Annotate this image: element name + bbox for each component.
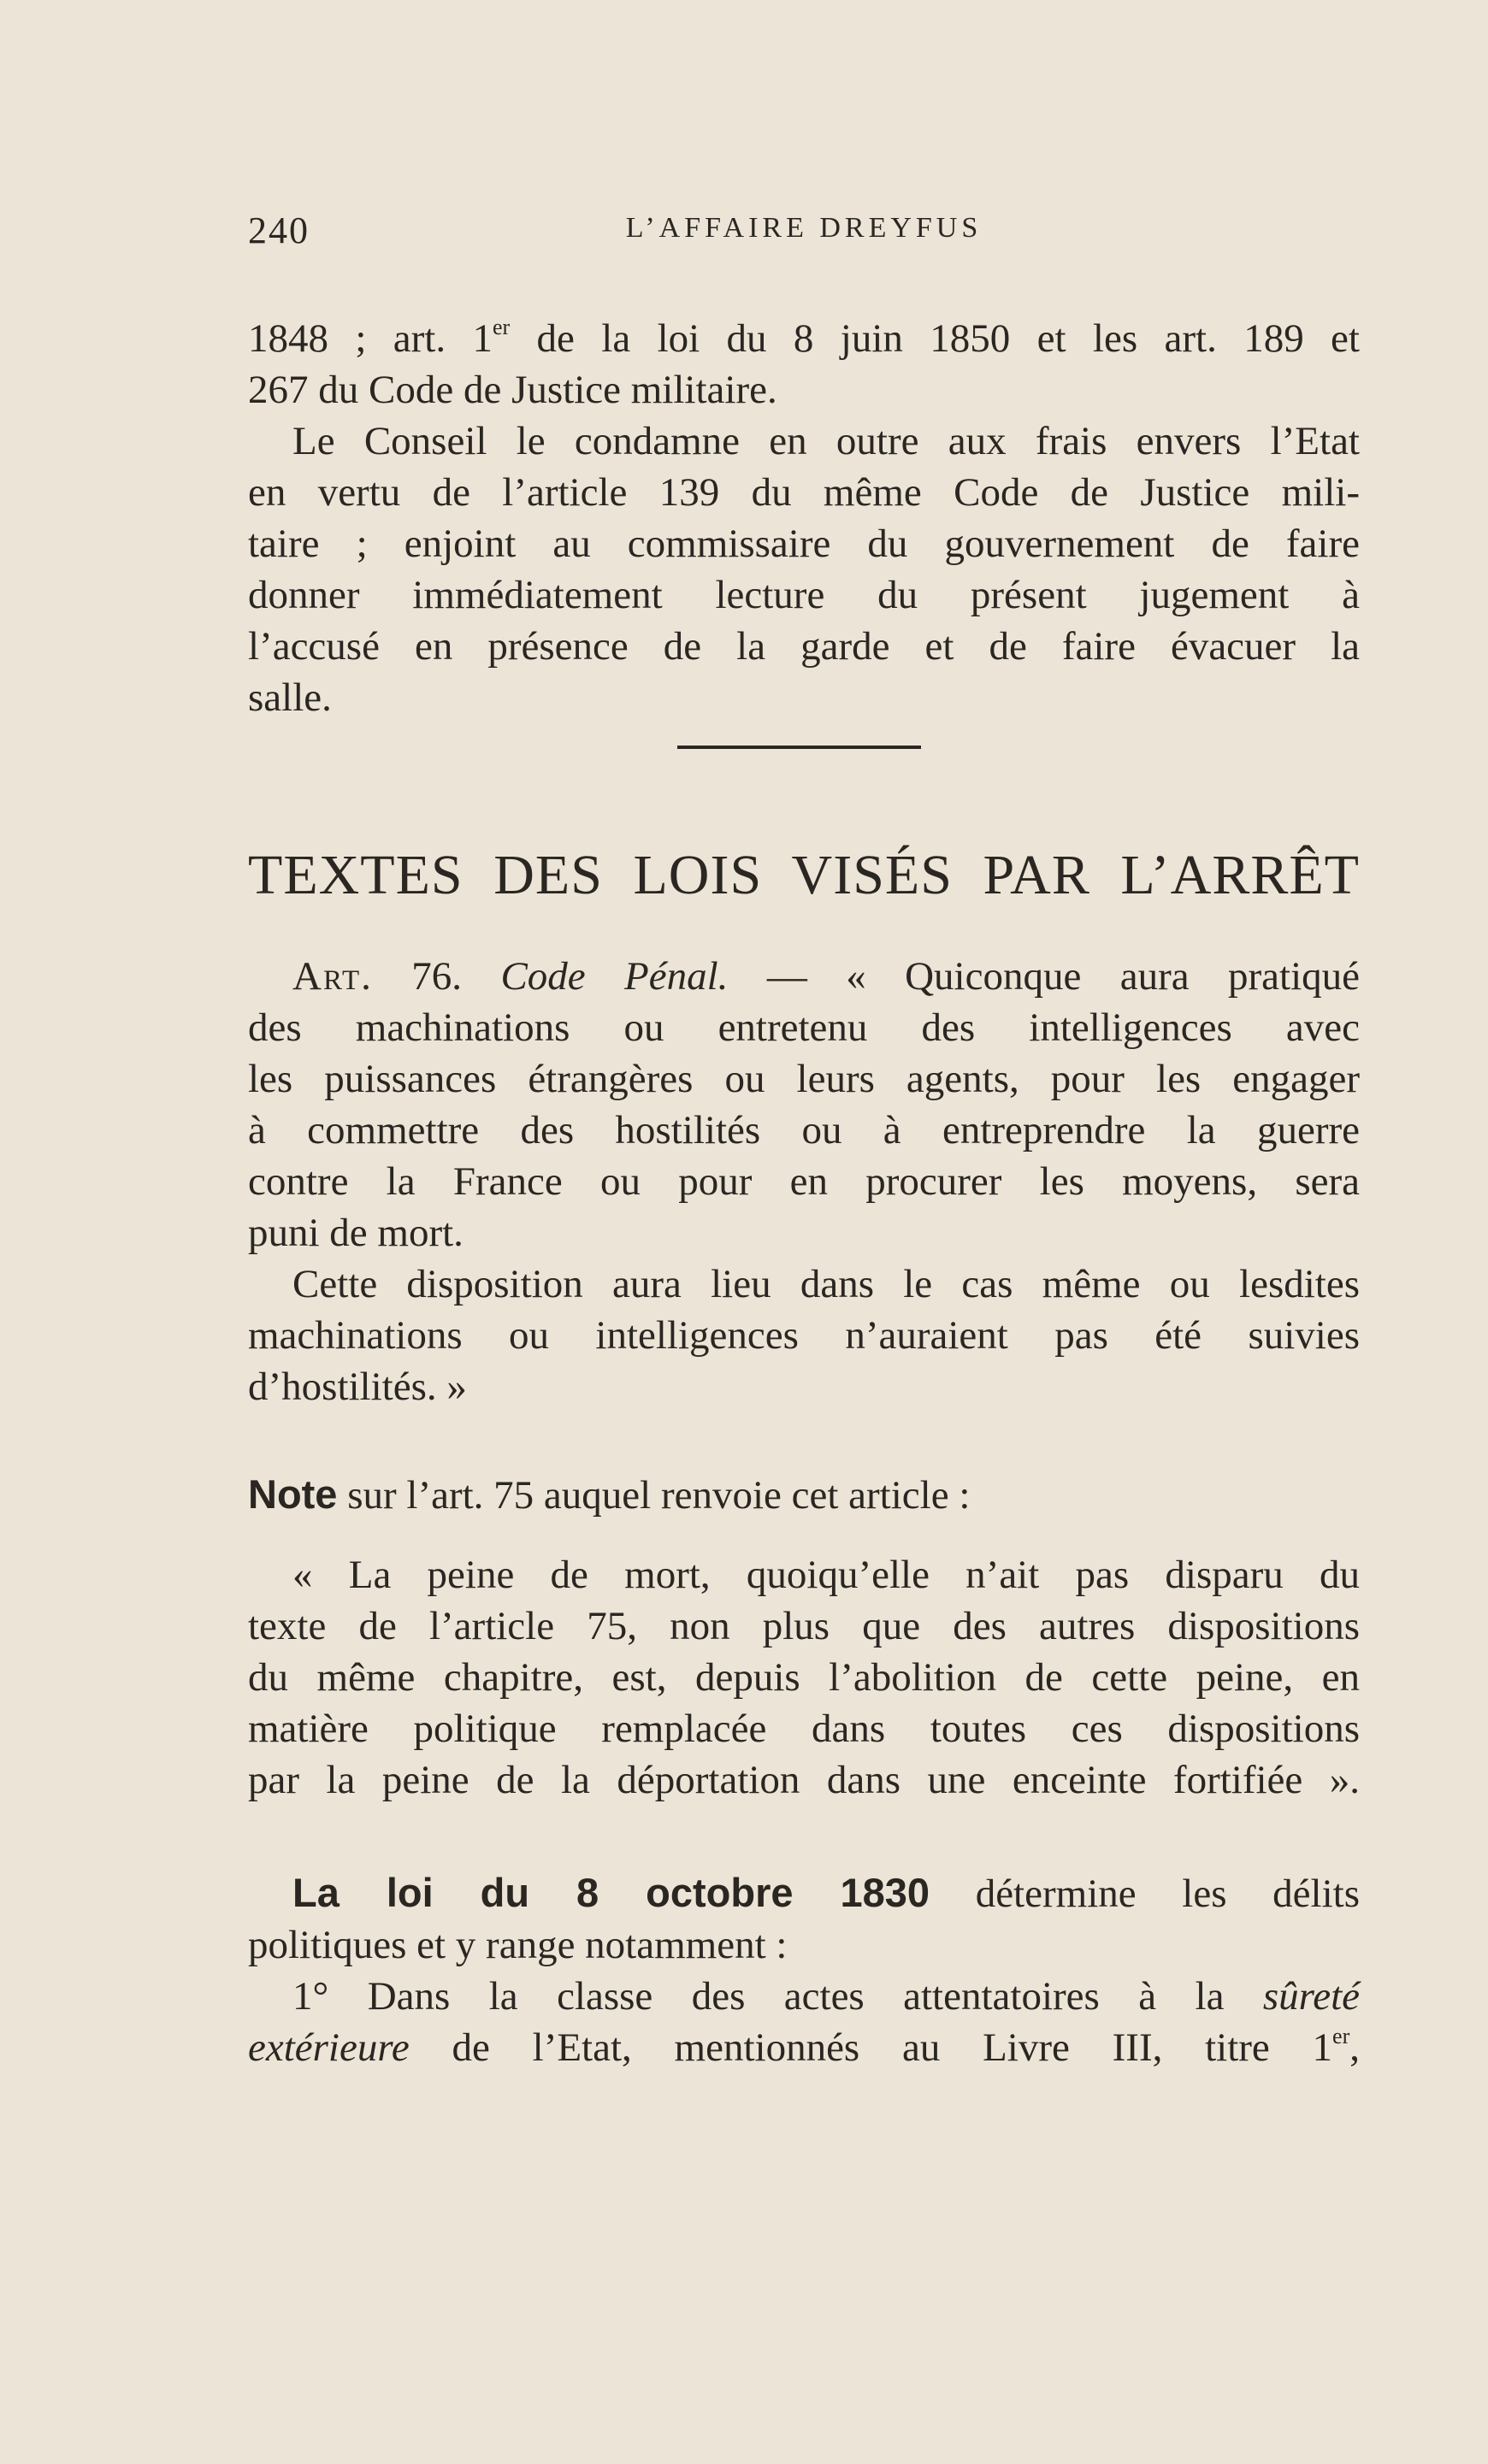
- text-line: 1848 ; art. 1er de la loi du 8 juin 1850 et les art. 189 et: [248, 315, 1360, 361]
- text-line: 1° Dans la classe des actes attentatoires à la sûreté: [292, 1974, 1360, 2019]
- text-line: des machinations ou entretenu des intelligences avec: [248, 1005, 1360, 1050]
- text-line: taire ; enjoint au commissaire du gouvernement de faire: [248, 522, 1360, 566]
- text-line: les puissances étrangères ou leurs agents, pour les engager: [248, 1057, 1360, 1101]
- text-line: politiques et y range notamment :: [248, 1923, 788, 1967]
- note-quote: [248, 1549, 1360, 1806]
- text-line: l’accusé en présence de la garde et de faire évacuer la: [248, 624, 1360, 669]
- text-line: contre la France ou pour en procurer les moyens, sera: [248, 1159, 1360, 1204]
- text-line: du même chapitre, est, depuis l’abolition de cette peine, en: [248, 1655, 1360, 1700]
- text-line: matière politique remplacée dans toutes ces dispositions: [248, 1707, 1360, 1751]
- text-line: machinations ou intelligences n’auraient pas été suivies: [248, 1313, 1360, 1358]
- section-title: TEXTES DES LOIS VISÉS PAR L’ARRÊT: [248, 844, 1360, 906]
- note-intro: Note sur l’art. 75 auquel renvoie cet article :: [248, 1471, 971, 1518]
- text-line: donner immédiatement lecture du présent jugement à: [248, 573, 1360, 617]
- text-line: à commettre des hostilités ou à entreprendre la guerre: [248, 1108, 1360, 1152]
- page-header: [248, 209, 1360, 251]
- text-line: extérieure de l’Etat, mentionnés au Livre III, titre 1er,: [248, 2024, 1360, 2070]
- text-line: Le Conseil le condamne en outre aux frais envers l’Etat: [292, 419, 1360, 463]
- note-label: Note: [248, 1471, 338, 1517]
- text-line: 267 du Code de Justice militaire.: [248, 368, 777, 412]
- running-head: L’AFFAIRE DREYFUS: [625, 212, 983, 244]
- page-number: 240: [248, 209, 310, 251]
- text-line: « La peine de mort, quoiqu’elle n’ait pas disparu du: [292, 1553, 1360, 1597]
- text-line: d’hostilités. »: [248, 1365, 467, 1409]
- text-line: Art. 76. Code Pénal. — « Quiconque aura pratiqué: [292, 954, 1360, 999]
- note-section: [248, 1469, 1360, 1521]
- text-line: Cette disposition aura lieu dans le cas même ou lesdites: [292, 1262, 1360, 1306]
- text-line: salle.: [248, 675, 332, 720]
- section-divider: [677, 746, 921, 749]
- judgment-text: [248, 313, 1360, 723]
- article-76: [248, 951, 1360, 1412]
- text-line: par la peine de la déportation dans une enceinte fortifiée ».: [248, 1758, 1360, 1802]
- loi-label: La loi du 8 octobre 1830: [292, 1870, 930, 1915]
- text-line: puni de mort.: [248, 1211, 464, 1255]
- text-line: en vertu de l’article 139 du même Code de Justice mili-: [248, 470, 1360, 515]
- text-line: texte de l’article 75, non plus que des autres dispositions: [248, 1604, 1360, 1648]
- loi-1830-section: [248, 1867, 1360, 2073]
- text-line: La loi du 8 octobre 1830 détermine les délits: [292, 1870, 1360, 1916]
